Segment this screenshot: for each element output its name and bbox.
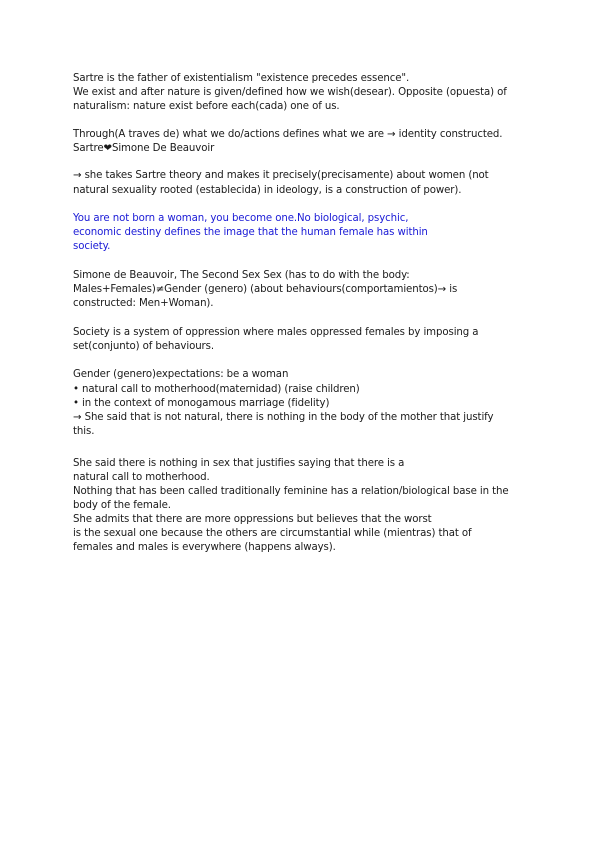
paragraph-gender-expectations bbox=[73, 368, 533, 438]
text-line: She said there is nothing in sex that justifies saying that there is a bbox=[73, 457, 405, 469]
text-line: Sartre❤Simone De Beauvoir bbox=[73, 142, 215, 154]
quote-line: economic destiny defines the image that the human female has within bbox=[73, 227, 428, 239]
paragraph-oppression bbox=[73, 326, 533, 354]
text-line: Nothing that has been called traditionally feminine has a relation/biological base in the bbox=[73, 486, 509, 498]
text-line: natural call to motherhood. bbox=[73, 471, 210, 483]
text-line: → she takes Sartre theory and makes it precisely(precisamente) about women (not bbox=[73, 170, 489, 182]
text-line: Gender (genero)expectations: be a woman bbox=[73, 369, 289, 381]
paragraph-beauvoir-theory bbox=[73, 169, 533, 197]
text-line: constructed: Men+Woman). bbox=[73, 298, 214, 310]
text-line: body of the female. bbox=[73, 500, 171, 512]
paragraph-intro bbox=[73, 72, 533, 114]
text-line: natural sexuality rooted (establecida) in ideology, is a construction of power). bbox=[73, 184, 462, 196]
paragraph-conclusion bbox=[73, 457, 533, 556]
text-line: this. bbox=[73, 425, 95, 437]
text-line: Sartre is the father of existentialism "existence precedes essence". bbox=[73, 73, 410, 84]
text-line: Simone de Beauvoir, The Second Sex Sex (has to do with the body: bbox=[73, 269, 410, 281]
text-line: Through(A traves de) what we do/actions defines what we are → identity constructed. bbox=[73, 128, 503, 140]
list-item: • in the context of monogamous marriage (fidelity) bbox=[73, 397, 330, 409]
text-line: Males+Females)≠Gender (genero) (about behaviours(comportamientos)→ is bbox=[73, 284, 458, 296]
text-line: females and males is everywhere (happens always). bbox=[73, 542, 336, 554]
document-page bbox=[73, 72, 533, 569]
text-line: naturalism: nature exist before each(cada) one of us. bbox=[73, 101, 340, 113]
paragraph-identity bbox=[73, 128, 533, 156]
text-line: is the sexual one because the others are circumstantial while (mientras) that of bbox=[73, 528, 472, 540]
text-line: → She said that is not natural, there is nothing in the body of the mother that justify bbox=[73, 411, 494, 423]
paragraph-second-sex bbox=[73, 269, 533, 311]
text-line: We exist and after nature is given/defined how we wish(desear). Opposite (opuesta) of bbox=[73, 87, 507, 99]
quote-line: You are not born a woman, you become one.No biological, psychic, bbox=[73, 213, 409, 225]
quote-paragraph bbox=[73, 212, 533, 254]
text-line: set(conjunto) of behaviours. bbox=[73, 340, 214, 352]
text-line: Society is a system of oppression where males oppressed females by imposing a bbox=[73, 326, 479, 338]
quote-line: society. bbox=[73, 241, 111, 253]
list-item: • natural call to motherhood(maternidad) (raise children) bbox=[73, 383, 360, 395]
text-line: She admits that there are more oppressions but believes that the worst bbox=[73, 514, 432, 526]
